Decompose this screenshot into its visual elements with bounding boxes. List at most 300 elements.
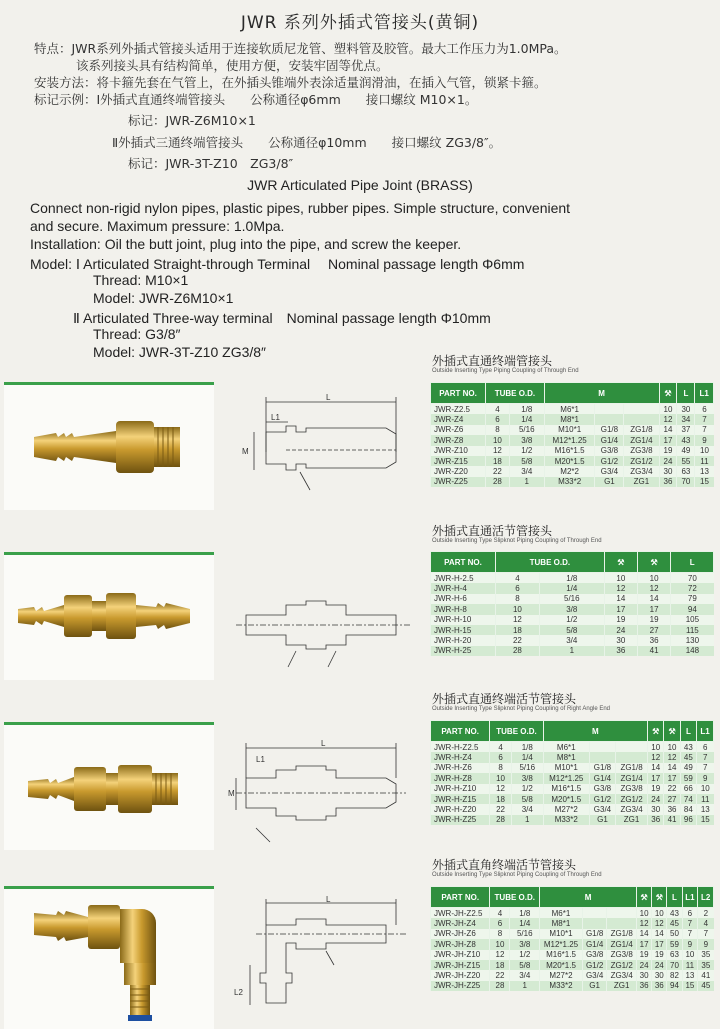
section-4-table-wrap xyxy=(430,886,714,991)
table-cell: M8*1 xyxy=(540,918,583,928)
table-cell: ZG3/4 xyxy=(616,804,648,814)
table-cell: 14 xyxy=(648,763,664,773)
table-cell: 36 xyxy=(648,815,664,825)
intro-cn-3: 标记示例：Ⅰ外插式直通终端管接头 公称通径φ6mm 接口螺纹 M10×1。 xyxy=(34,92,478,107)
table-cell: 15 xyxy=(697,815,714,825)
table-cell: G1/4 xyxy=(595,435,624,445)
table-cell: G1/2 xyxy=(582,960,606,970)
table-cell: 13 xyxy=(682,970,698,980)
straight-terminal-fitting xyxy=(34,421,180,473)
part-number-cell: JWR-JH-Z4 xyxy=(431,918,490,928)
table-cell: 14 xyxy=(664,763,680,773)
table-cell: 1/2 xyxy=(510,950,540,960)
table-cell: 35 xyxy=(698,950,714,960)
table-cell: 130 xyxy=(671,635,714,645)
table-row xyxy=(431,425,714,435)
intro-en-1: and secure. Maximum pressure: 1.0Mpa. xyxy=(30,218,285,234)
table-row xyxy=(431,625,714,635)
table-cell: 66 xyxy=(680,784,696,794)
table-cell: 41 xyxy=(698,970,714,980)
table-cell: 30 xyxy=(604,635,637,645)
part-number-cell: JWR-H-Z8 xyxy=(431,773,490,783)
table-cell: M16*1.5 xyxy=(543,784,589,794)
table-cell: 12 xyxy=(652,918,667,928)
table-row xyxy=(431,594,714,604)
table-cell: 6 xyxy=(496,583,540,593)
table-cell: M12*1.25 xyxy=(543,773,589,783)
table-row xyxy=(431,939,714,949)
part-number-cell: JWR-H-Z4 xyxy=(431,752,490,762)
table-cell: 1/8 xyxy=(539,573,604,584)
table-cell: 50 xyxy=(667,929,682,939)
table-cell: 30 xyxy=(659,466,677,476)
table-cell: G1/4 xyxy=(582,939,606,949)
table-cell: ZG1/4 xyxy=(607,939,637,949)
table-cell: 6 xyxy=(490,752,512,762)
table-cell: 17 xyxy=(604,604,637,614)
table-cell: 22 xyxy=(496,635,540,645)
table-cell: 12 xyxy=(486,446,510,456)
table-cell: 5/8 xyxy=(539,625,604,635)
product-photo-right-angle-slipknot xyxy=(4,886,214,1029)
table-row xyxy=(431,404,714,415)
table-cell: 27 xyxy=(664,794,680,804)
table-cell: 1/4 xyxy=(539,583,604,593)
section-2-table xyxy=(430,551,714,656)
table-cell: M20*1.5 xyxy=(540,960,583,970)
table-cell: 13 xyxy=(697,804,714,814)
table-cell: G3/8 xyxy=(582,950,606,960)
straight-slipknot-fitting xyxy=(18,593,190,639)
dim-label-M: M xyxy=(228,789,235,798)
table-cell: 70 xyxy=(677,477,695,487)
table-cell xyxy=(582,908,606,919)
section-1-table-wrap xyxy=(430,382,714,487)
table-cell: 1/2 xyxy=(511,784,543,794)
intro-cn-1: 该系列接头具有结构简单，使用方便，安装牢固等优点。 xyxy=(76,58,389,73)
drawing-straight-terminal xyxy=(226,392,422,510)
table-cell: 3/4 xyxy=(509,466,544,476)
table-cell: G3/4 xyxy=(582,970,606,980)
part-number-cell: JWR-JH-Z2.5 xyxy=(431,908,490,919)
table-cell: 36 xyxy=(637,981,652,991)
table-cell: 4 xyxy=(490,908,510,919)
table-cell: ZG1/4 xyxy=(624,435,659,445)
dim-label-L2: L2 xyxy=(234,988,243,997)
intro-en-7: Thread: G3/8″ xyxy=(93,326,181,342)
intro-en-4: Thread: M10×1 xyxy=(93,272,189,288)
table-cell: ZG3/4 xyxy=(624,466,659,476)
table-cell: 12 xyxy=(664,752,680,762)
table-cell: 9 xyxy=(697,773,714,783)
table-cell: ZG1/8 xyxy=(616,763,648,773)
part-number-cell: JWR-H-15 xyxy=(431,625,496,635)
table-cell xyxy=(624,414,659,424)
section-4-table xyxy=(430,886,714,991)
section-2-table-wrap xyxy=(430,551,714,656)
table-cell: ZG1 xyxy=(616,815,648,825)
table-row xyxy=(431,804,714,814)
table-cell: 1 xyxy=(539,646,604,656)
table-cell: 24 xyxy=(652,960,667,970)
section-2-subtitle: Outside Inserting Type Slipknot Piping Coupling of Through End xyxy=(432,538,602,544)
table-cell: 10 xyxy=(664,742,680,753)
drawing-straight-slipknot xyxy=(226,575,422,675)
table-cell: ZG1/2 xyxy=(616,794,648,804)
intro-cn-5: Ⅱ外插式三通终端管接头 公称通径φ10mm 接口螺纹 ZG3/8″。 xyxy=(112,135,502,150)
table-row xyxy=(431,950,714,960)
table-cell: 8 xyxy=(490,763,512,773)
dim-label-L1: L1 xyxy=(271,413,280,422)
table-row xyxy=(431,446,714,456)
section-3-subtitle: Outside Inserting Type Slipknot Piping Coupling of Right Angle End xyxy=(432,706,611,712)
table-cell: 18 xyxy=(490,960,510,970)
table-cell: M16*1.5 xyxy=(540,950,583,960)
table-cell: 115 xyxy=(671,625,714,635)
table-cell: G1/2 xyxy=(589,794,615,804)
table-cell: 1/4 xyxy=(510,918,540,928)
table-cell: ZG1/4 xyxy=(616,773,648,783)
intro-en-5: Model: JWR-Z6M10×1 xyxy=(93,290,234,306)
table-row xyxy=(431,646,714,656)
table-cell: 30 xyxy=(648,804,664,814)
table-cell: 3/8 xyxy=(511,773,543,783)
table-row xyxy=(431,929,714,939)
table-cell: M12*1.25 xyxy=(544,435,595,445)
table-cell: ZG3/8 xyxy=(616,784,648,794)
table-cell: 3/8 xyxy=(539,604,604,614)
table-cell: 59 xyxy=(667,939,682,949)
part-number-cell: JWR-Z4 xyxy=(431,414,486,424)
table-cell: 10 xyxy=(486,435,510,445)
table-cell: 7 xyxy=(682,929,698,939)
straight-terminal-slipknot-fitting xyxy=(28,765,178,813)
table-row xyxy=(431,477,714,487)
part-number-cell: JWR-JH-Z8 xyxy=(431,939,490,949)
table-row xyxy=(431,466,714,476)
table-cell: G1/8 xyxy=(582,929,606,939)
part-number-cell: JWR-Z8 xyxy=(431,435,486,445)
table-cell: 24 xyxy=(648,794,664,804)
part-number-cell: JWR-H-Z15 xyxy=(431,794,490,804)
table-cell: 19 xyxy=(659,446,677,456)
table-row xyxy=(431,615,714,625)
table-cell: 15 xyxy=(682,981,698,991)
table-cell: G3/8 xyxy=(589,784,615,794)
table-cell: 13 xyxy=(695,466,714,476)
table-cell: 14 xyxy=(604,594,637,604)
part-number-cell: JWR-Z10 xyxy=(431,446,486,456)
table-cell: 10 xyxy=(652,908,667,919)
table-cell: 10 xyxy=(697,784,714,794)
table-cell: M6*1 xyxy=(543,742,589,753)
table-cell: 4 xyxy=(486,404,510,415)
intro-cn-0: 特点：JWR系列外插式管接头适用于连接软质尼龙管、塑料管及胶管。最大工作压力为1.0MPa。 xyxy=(34,41,567,56)
table-cell: 12 xyxy=(490,784,512,794)
table-cell: 5/8 xyxy=(511,794,543,804)
en-title: JWR Articulated Pipe Joint (BRASS) xyxy=(247,177,473,193)
table-cell: 1/8 xyxy=(510,908,540,919)
table-cell: M12*1.25 xyxy=(540,939,583,949)
table-cell: 11 xyxy=(697,794,714,804)
table-cell: 3/4 xyxy=(539,635,604,645)
table-cell: 35 xyxy=(698,960,714,970)
table-cell: 5/16 xyxy=(539,594,604,604)
table-cell: 36 xyxy=(604,646,637,656)
table-cell: 12 xyxy=(637,918,652,928)
table-cell: 3/4 xyxy=(511,804,543,814)
part-number-cell: JWR-Z15 xyxy=(431,456,486,466)
part-number-cell: JWR-JH-Z6 xyxy=(431,929,490,939)
table-cell: 27 xyxy=(638,625,671,635)
section-4-title: 外插式直角终端活节管接头 xyxy=(432,858,577,872)
table-cell: 22 xyxy=(490,804,512,814)
table-cell: M6*1 xyxy=(544,404,595,415)
table-cell: 45 xyxy=(667,918,682,928)
table-cell: 17 xyxy=(637,939,652,949)
table-cell: 70 xyxy=(671,573,714,584)
table-cell: 41 xyxy=(664,815,680,825)
table-cell: 43 xyxy=(667,908,682,919)
table-cell: 63 xyxy=(667,950,682,960)
intro-en-3: Model: Ⅰ Articulated Straight-through Terminal Nominal passage length Φ6mm xyxy=(30,256,525,272)
table-cell: 7 xyxy=(697,752,714,762)
table-cell: 1 xyxy=(509,477,544,487)
part-number-cell: JWR-H-25 xyxy=(431,646,496,656)
table-cell: 17 xyxy=(648,773,664,783)
table-cell: 10 xyxy=(659,404,677,415)
section-1-subtitle: Outside Inserting Type Piping Coupling of Through End xyxy=(432,368,579,374)
drawing-right-angle-slipknot xyxy=(226,895,422,1025)
drawing-straight-terminal-slipknot xyxy=(226,738,422,848)
table-cell: 10 xyxy=(490,773,512,783)
table-cell: 19 xyxy=(648,784,664,794)
dim-label-L: L xyxy=(326,895,331,904)
table-row xyxy=(431,573,714,584)
part-number-cell: JWR-H-6 xyxy=(431,594,496,604)
table-cell: 36 xyxy=(638,635,671,645)
table-cell: 10 xyxy=(648,742,664,753)
table-cell: 36 xyxy=(659,477,677,487)
table-cell: 19 xyxy=(637,950,652,960)
table-cell: 9 xyxy=(695,435,714,445)
table-cell: ZG3/4 xyxy=(607,970,637,980)
table-cell: 12 xyxy=(490,950,510,960)
table-cell: ZG3/8 xyxy=(607,950,637,960)
section-2-title: 外插式直通活节管接头 xyxy=(432,524,553,538)
table-cell: 6 xyxy=(490,918,510,928)
table-cell: 1 xyxy=(511,815,543,825)
table-cell: 1/8 xyxy=(511,742,543,753)
table-cell: 28 xyxy=(496,646,540,656)
table-cell: 22 xyxy=(486,466,510,476)
table-cell: 22 xyxy=(664,784,680,794)
table-cell: 7 xyxy=(695,414,714,424)
table-cell xyxy=(607,908,637,919)
dim-label-L: L xyxy=(321,739,326,748)
table-cell: ZG1/8 xyxy=(607,929,637,939)
table-cell: ZG1/8 xyxy=(624,425,659,435)
table-cell: 1 xyxy=(510,981,540,991)
table-cell: 9 xyxy=(682,939,698,949)
table-cell: 7 xyxy=(697,763,714,773)
table-cell: M10*1 xyxy=(544,425,595,435)
table-cell: 28 xyxy=(486,477,510,487)
table-cell: 5/16 xyxy=(509,425,544,435)
table-cell: 17 xyxy=(659,435,677,445)
table-cell: 63 xyxy=(677,466,695,476)
table-cell: ZG1 xyxy=(607,981,637,991)
table-cell: 3/8 xyxy=(509,435,544,445)
table-cell: 43 xyxy=(677,435,695,445)
table-row xyxy=(431,815,714,825)
table-row xyxy=(431,635,714,645)
table-cell: 45 xyxy=(698,981,714,991)
table-cell: 11 xyxy=(682,960,698,970)
section-1-title: 外插式直通终端管接头 xyxy=(432,354,553,368)
intro-cn-6: 标记：JWR-3T-Z10 ZG3/8″ xyxy=(128,156,294,171)
table-cell: 15 xyxy=(695,477,714,487)
table-cell: 148 xyxy=(671,646,714,656)
table-cell: G1/4 xyxy=(589,773,615,783)
table-cell: ZG1 xyxy=(624,477,659,487)
table-cell: M33*2 xyxy=(543,815,589,825)
table-cell: M6*1 xyxy=(540,908,583,919)
table-cell: 36 xyxy=(652,981,667,991)
part-number-cell: JWR-JH-Z25 xyxy=(431,981,490,991)
table-cell: G1 xyxy=(582,981,606,991)
table-cell: 10 xyxy=(638,573,671,584)
table-cell: 12 xyxy=(496,615,540,625)
table-cell: 3/4 xyxy=(510,970,540,980)
section-3-table xyxy=(430,720,714,825)
table-cell xyxy=(595,404,624,415)
part-number-cell: JWR-H-20 xyxy=(431,635,496,645)
table-cell xyxy=(589,752,615,762)
table-cell: 1/8 xyxy=(509,404,544,415)
table-cell: 9 xyxy=(698,939,714,949)
page-title: JWR 系列外插式管接头(黄铜) xyxy=(240,13,480,33)
table-cell: 1/2 xyxy=(539,615,604,625)
table-header: PART NO. TUBE O.D. M ⚒ ⚒ L L1 xyxy=(431,721,714,742)
table-cell: ZG1/2 xyxy=(607,960,637,970)
table-cell: 22 xyxy=(490,970,510,980)
table-cell: 11 xyxy=(695,456,714,466)
table-cell: G3/4 xyxy=(595,466,624,476)
part-number-cell: JWR-H-2.5 xyxy=(431,573,496,584)
table-cell xyxy=(607,918,637,928)
section-3-title: 外插式直通终端活节管接头 xyxy=(432,692,577,706)
table-cell: 49 xyxy=(680,763,696,773)
table-cell: 14 xyxy=(659,425,677,435)
table-cell: 5/8 xyxy=(509,456,544,466)
table-cell: 2 xyxy=(698,908,714,919)
table-cell: 4 xyxy=(698,918,714,928)
table-header: PART NO. TUBE O.D. M ⚒ ⚒ L L1 L2 xyxy=(431,887,714,908)
table-cell xyxy=(595,414,624,424)
table-header: PART NO. TUBE O.D. M ⚒ L L1 xyxy=(431,383,714,404)
table-cell: 96 xyxy=(680,815,696,825)
product-photo-straight-terminal xyxy=(4,382,214,510)
table-cell: 30 xyxy=(637,970,652,980)
table-cell: 8 xyxy=(486,425,510,435)
table-cell: 105 xyxy=(671,615,714,625)
intro-cn-2: 安装方法：将卡箍先套在气管上，在外插头锥端外表涂适量润滑油，在插入气管，锁紧卡箍。 xyxy=(34,75,547,90)
table-cell: 18 xyxy=(496,625,540,635)
table-cell: 12 xyxy=(659,414,677,424)
table-cell: 3/8 xyxy=(510,939,540,949)
table-cell: 19 xyxy=(638,615,671,625)
right-angle-slipknot-fitting xyxy=(34,905,156,1021)
table-cell: 72 xyxy=(671,583,714,593)
table-cell: 8 xyxy=(496,594,540,604)
table-cell: 17 xyxy=(652,939,667,949)
table-cell xyxy=(616,752,648,762)
table-row xyxy=(431,742,714,753)
part-number-cell: JWR-H-Z10 xyxy=(431,784,490,794)
table-row xyxy=(431,773,714,783)
table-cell: M20*1.5 xyxy=(543,794,589,804)
table-cell: 74 xyxy=(680,794,696,804)
table-cell: 7 xyxy=(698,929,714,939)
table-cell: 1/4 xyxy=(509,414,544,424)
table-cell: 10 xyxy=(682,950,698,960)
section-4-subtitle: Outside Inserting Type Slipknot Piping Coupling of Through End xyxy=(432,872,602,878)
table-row xyxy=(431,435,714,445)
table-cell: 5/8 xyxy=(510,960,540,970)
table-cell: 12 xyxy=(648,752,664,762)
table-row xyxy=(431,456,714,466)
table-row xyxy=(431,604,714,614)
table-cell: 82 xyxy=(667,970,682,980)
part-number-cell: JWR-H-4 xyxy=(431,583,496,593)
table-cell: 18 xyxy=(490,794,512,804)
table-cell: 5/16 xyxy=(510,929,540,939)
table-row xyxy=(431,752,714,762)
intro-en-8: Model: JWR-3T-Z10 ZG3/8″ xyxy=(93,344,266,360)
table-cell: 24 xyxy=(637,960,652,970)
table-row xyxy=(431,763,714,773)
table-cell: G1/8 xyxy=(589,763,615,773)
table-cell: 79 xyxy=(671,594,714,604)
table-cell: G1 xyxy=(589,815,615,825)
part-number-cell: JWR-H-Z20 xyxy=(431,804,490,814)
table-cell: 14 xyxy=(637,929,652,939)
dim-label-M: M xyxy=(242,447,249,456)
table-cell: 14 xyxy=(652,929,667,939)
table-cell xyxy=(589,742,615,753)
table-cell: G1 xyxy=(595,477,624,487)
table-row xyxy=(431,918,714,928)
table-cell xyxy=(582,918,606,928)
table-cell: 49 xyxy=(677,446,695,456)
part-number-cell: JWR-H-Z2.5 xyxy=(431,742,490,753)
table-cell: 12 xyxy=(638,583,671,593)
table-cell: 43 xyxy=(680,742,696,753)
part-number-cell: JWR-H-10 xyxy=(431,615,496,625)
part-number-cell: JWR-JH-Z20 xyxy=(431,970,490,980)
table-cell: 36 xyxy=(664,804,680,814)
section-1-table xyxy=(430,382,714,487)
intro-en-6: Ⅱ Articulated Three-way terminal Nominal passage length Φ10mm xyxy=(73,310,491,326)
intro-en-0: Connect non-rigid nylon pipes, plastic pipes, rubber pipes. Simple structure, convenient xyxy=(30,200,571,216)
table-cell: 24 xyxy=(659,456,677,466)
table-cell: 10 xyxy=(604,573,637,584)
table-row xyxy=(431,794,714,804)
table-cell: M2*2 xyxy=(544,466,595,476)
table-row xyxy=(431,908,714,919)
table-cell: 1/4 xyxy=(511,752,543,762)
